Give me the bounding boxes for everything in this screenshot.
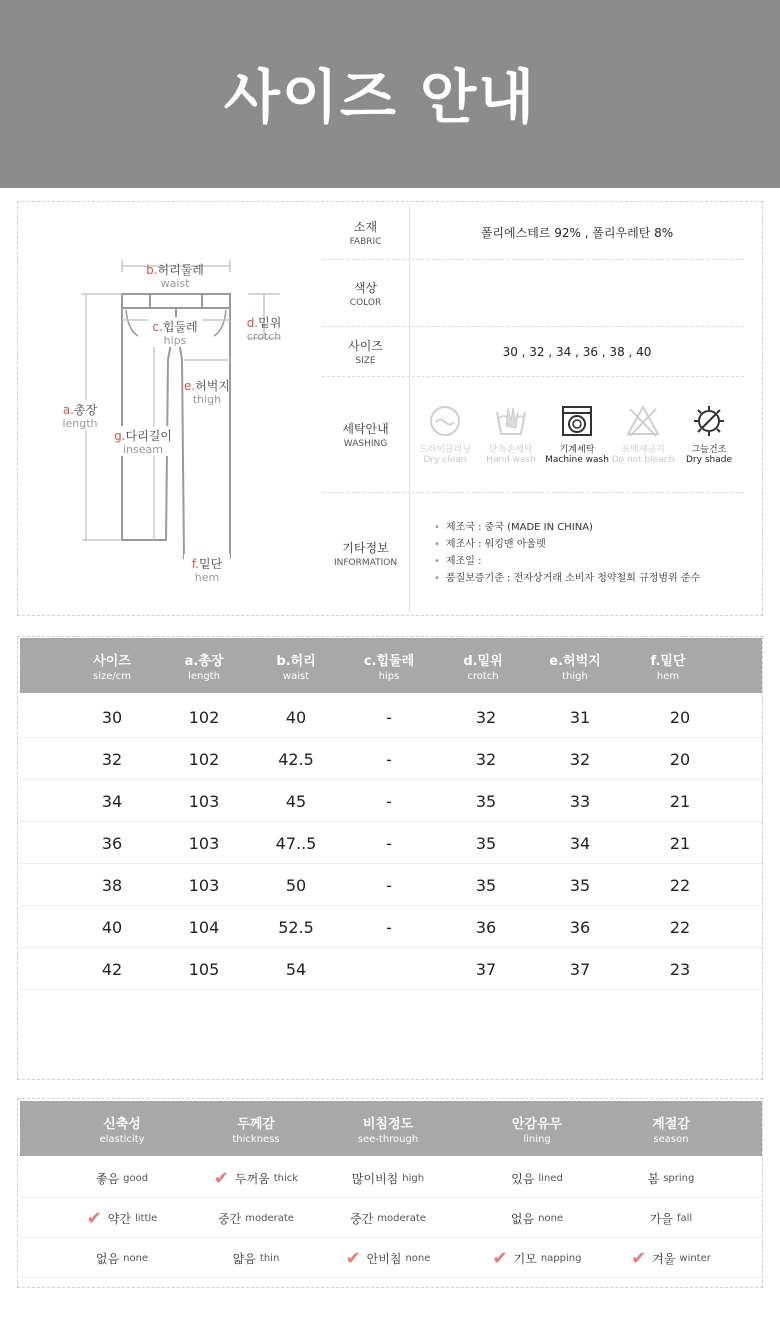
thigh-label: e.허벅지 thigh (184, 379, 230, 406)
size-cell-size: 42 (101, 959, 123, 979)
feature-option-en: thick (273, 1172, 299, 1184)
size-cell-crotch: 36 (475, 917, 497, 937)
size-cell-hips: - (386, 833, 392, 853)
feature-option-en: napping (540, 1252, 582, 1264)
size-cell-thigh: 37 (569, 959, 591, 979)
info-row-washing: 세탁안내 WASHING 드라이클리닝 Dry clean 단독손세탁 Hand wash 기계세탁 Machine wash 표백제금지 Do not bleach 그늘건조 Dry shade (322, 377, 744, 493)
size-table-row (20, 948, 762, 990)
feature-option (601, 1158, 741, 1198)
feature-option (318, 1158, 458, 1198)
feature-table-row (20, 1158, 762, 1198)
feature-option (52, 1198, 192, 1238)
size-table-row (20, 738, 762, 780)
etc-list (410, 519, 744, 587)
size-cell-hem: 20 (669, 749, 691, 769)
size-cell-hips: - (386, 707, 392, 727)
feature-option-en: moderate (245, 1212, 294, 1224)
size-cell-hips: - (386, 875, 392, 895)
etc-item-date: • 제조일 : (434, 553, 744, 570)
info-row-fabric: 소재 FABRIC 폴리에스테르 92% , 폴리우레탄 8% (322, 205, 744, 260)
feature-option (467, 1238, 607, 1278)
feature-option-en: winter (679, 1252, 711, 1264)
size-table-row (20, 864, 762, 906)
wash-machine-wash: 기계세탁 Machine wash (544, 404, 610, 465)
size-table-row (20, 906, 762, 948)
feature-header-season: 계절감 season (652, 1116, 690, 1145)
size-cell-hem: 20 (669, 707, 691, 727)
wash-no-bleach: 표백제금지 Do not bleach (610, 404, 676, 465)
feature-option-en: none (405, 1252, 431, 1264)
size-table-row (20, 780, 762, 822)
size-cell-crotch: 35 (475, 875, 497, 895)
size-cell-size: 36 (101, 833, 123, 853)
feature-option-en: little (134, 1212, 158, 1224)
size-cell-hem: 23 (669, 959, 691, 979)
size-cell-crotch: 37 (475, 959, 497, 979)
wash-hand-wash: 단독손세탁 Hand wash (478, 404, 544, 465)
size-cell-crotch: 35 (475, 833, 497, 853)
size-cell-length: 105 (188, 959, 220, 979)
feature-table-row (20, 1198, 762, 1238)
size-table-row (20, 822, 762, 864)
feature-option-ko: 겨울 (652, 1251, 676, 1266)
info-row-etc: 기타정보 INFORMATION • 제조국 : 중국 (MADE IN CHINA) • 제조사 : 워킹맨 아울렛 • 제조일 : • 품질보증기준 : 전자상거래 소비자 청약철회 규정범위 준수 (322, 493, 744, 613)
page-header (0, 0, 780, 188)
size-cell-hem: 22 (669, 917, 691, 937)
feature-option-ko: 약간 (107, 1211, 131, 1226)
feature-option-ko: 봄 (647, 1171, 660, 1186)
size-cell-waist: 40 (285, 707, 307, 727)
size-cell-length: 103 (188, 791, 220, 811)
page-title: 사이즈 안내 (223, 63, 537, 131)
feature-option (52, 1238, 192, 1278)
dry-clean-icon (428, 404, 462, 438)
feature-table-header (20, 1101, 762, 1156)
size-header-length: a.총장 length (184, 653, 224, 682)
feature-option-ko: 없음 (95, 1251, 120, 1266)
size-cell-length: 103 (188, 875, 220, 895)
size-cell-thigh: 35 (569, 875, 591, 895)
feature-option (186, 1158, 326, 1198)
feature-option (318, 1198, 458, 1238)
size-cell-crotch: 32 (475, 749, 497, 769)
size-header-hem: f.밑단 hem (650, 653, 686, 682)
etc-item-origin: • 제조국 : 중국 (MADE IN CHINA) (434, 519, 744, 536)
feature-header-elasticity: 신축성 elasticity (99, 1116, 145, 1145)
size-cell-waist: 54 (285, 959, 307, 979)
size-header-thigh: e.허벅지 thigh (549, 653, 601, 682)
feature-option-en: spring (663, 1172, 695, 1184)
info-row-color: 색상 COLOR (322, 260, 744, 327)
feature-option-en: good (123, 1172, 149, 1184)
feature-option-en: fall (676, 1212, 693, 1224)
etc-item-maker: • 제조사 : 워킹맨 아울렛 (434, 536, 744, 553)
size-cell-size: 34 (101, 791, 123, 811)
feature-header-lining: 안감유무 lining (511, 1116, 563, 1145)
feature-option (601, 1198, 741, 1238)
size-cell-hips: - (386, 917, 392, 937)
length-label: a.총장 length (58, 400, 102, 430)
size-header-waist: b.허리 waist (276, 653, 316, 682)
size-cell-thigh: 33 (569, 791, 591, 811)
feature-option-ko: 있음 (511, 1171, 535, 1186)
size-table-row (20, 696, 762, 738)
etc-item-warranty: • 품질보증기준 : 전자상거래 소비자 청약철회 규정범위 준수 (434, 570, 744, 587)
hem-label: f.밑단 hem (184, 554, 230, 584)
fabric-value: 폴리에스테르 92% , 폴리우레탄 8% (480, 225, 674, 240)
no-bleach-icon (626, 404, 660, 438)
feature-option-en: none (538, 1212, 564, 1224)
feature-option-en: none (123, 1252, 149, 1264)
checkmark-icon: ✔ (345, 1247, 361, 1269)
size-cell-thigh: 32 (569, 749, 591, 769)
size-cell-thigh: 34 (569, 833, 591, 853)
size-cell-length: 103 (188, 833, 220, 853)
size-cell-size: 32 (101, 749, 123, 769)
wash-dry-clean: 드라이클리닝 Dry clean (412, 404, 478, 465)
feature-option-ko: 가을 (649, 1211, 673, 1226)
size-cell-hips (349, 948, 429, 990)
size-cell-length: 104 (188, 917, 220, 937)
wash-dry-shade: 그늘건조 Dry shade (676, 404, 742, 465)
size-cell-hips: - (386, 749, 392, 769)
feature-option-ko: 기모 (513, 1251, 537, 1266)
checkmark-icon: ✔ (492, 1247, 508, 1269)
size-cell-crotch: 35 (475, 791, 497, 811)
feature-option (52, 1158, 192, 1198)
size-cell-waist: 47..5 (275, 833, 317, 853)
size-value: 30 , 32 , 34 , 36 , 38 , 40 (502, 344, 652, 359)
machine-wash-icon (560, 404, 594, 438)
checkmark-icon: ✔ (213, 1167, 229, 1189)
checkmark-icon: ✔ (86, 1207, 102, 1229)
hand-wash-icon (494, 404, 528, 438)
feature-option-ko: 없음 (510, 1211, 535, 1226)
feature-option-en: high (402, 1172, 425, 1184)
size-cell-thigh: 31 (569, 707, 591, 727)
size-cell-crotch: 32 (475, 707, 497, 727)
waist-label: b.허리둘레 waist (146, 263, 204, 290)
size-header-crotch: d.밑위 crotch (463, 653, 503, 682)
crotch-label: d.밑위 crotch (246, 316, 282, 343)
dry-shade-icon (692, 404, 726, 438)
feature-option-en: moderate (377, 1212, 426, 1224)
size-header-size: 사이즈 size/cm (93, 653, 131, 682)
hips-label: c.힙둘레 hips (148, 317, 202, 347)
size-cell-hem: 22 (669, 875, 691, 895)
inseam-label: g.다리길이 inseam (114, 426, 172, 456)
size-cell-waist: 42.5 (278, 749, 314, 769)
feature-option (318, 1238, 458, 1278)
feature-option-ko: 좋음 (95, 1171, 120, 1186)
size-header-hips: c.힙둘레 hips (363, 653, 415, 682)
feature-header-thickness: 두께감 thickness (232, 1116, 280, 1145)
feature-option-ko: 많이비침 (351, 1171, 399, 1186)
feature-option (186, 1238, 326, 1278)
size-cell-size: 30 (101, 707, 123, 727)
size-cell-hem: 21 (669, 791, 691, 811)
feature-table-row (20, 1238, 762, 1278)
feature-option (467, 1158, 607, 1198)
size-cell-length: 102 (188, 749, 220, 769)
size-table-header (20, 638, 762, 693)
size-cell-waist: 52.5 (278, 917, 314, 937)
info-row-size: 사이즈 SIZE 30 , 32 , 34 , 36 , 38 , 40 (322, 327, 744, 377)
size-cell-waist: 50 (285, 875, 307, 895)
washing-icons (410, 404, 744, 465)
pants-diagram (30, 240, 310, 600)
size-cell-thigh: 36 (569, 917, 591, 937)
feature-option-ko: 중간 (350, 1211, 374, 1226)
checkmark-icon: ✔ (631, 1247, 647, 1269)
feature-option-ko: 안비침 (366, 1251, 402, 1266)
feature-option-ko: 얇음 (232, 1251, 256, 1266)
feature-header-see-through: 비침정도 see-through (357, 1116, 419, 1145)
feature-option (186, 1198, 326, 1238)
feature-option (601, 1238, 741, 1278)
feature-option-ko: 중간 (218, 1211, 242, 1226)
feature-option-en: lined (538, 1172, 563, 1184)
size-cell-waist: 45 (285, 791, 307, 811)
feature-option (467, 1198, 607, 1238)
color-value (410, 260, 744, 326)
size-cell-hips: - (386, 791, 392, 811)
feature-option-ko: 두꺼움 (234, 1171, 270, 1186)
size-cell-hem: 21 (669, 833, 691, 853)
size-cell-size: 40 (101, 917, 123, 937)
size-cell-size: 38 (101, 875, 123, 895)
feature-option-en: thin (259, 1252, 280, 1264)
size-cell-length: 102 (188, 707, 220, 727)
